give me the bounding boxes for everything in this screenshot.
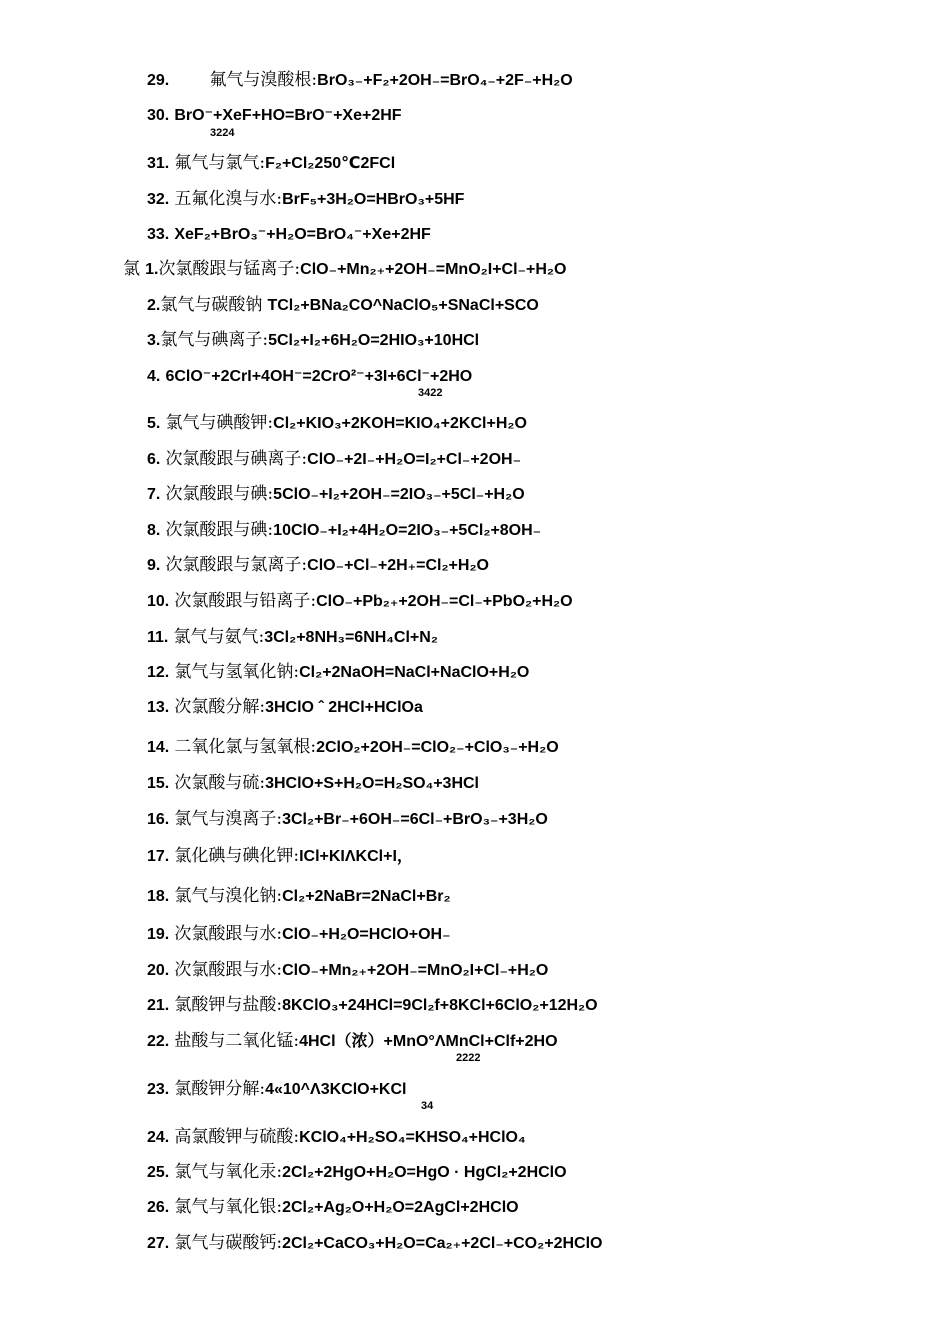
item-equation: 5Cl₂+I₂+6H₂O=2HIO₃+10HCl <box>268 332 480 349</box>
item-equation: 3Cl₂+Br₋+6OH₋=6Cl₋+BrO₃₋+3H₂O <box>282 811 548 828</box>
equation-line-31 <box>147 153 395 174</box>
item-label: 五氟化溴与水: <box>174 189 283 209</box>
item-number: 2. <box>147 297 161 314</box>
item-equation: ClO₋+Cl₋+2H₊=Cl₂+H₂O <box>307 557 489 574</box>
item-number: 6. <box>147 451 161 468</box>
section-label: 氯 <box>123 259 140 279</box>
item-number: 18. <box>147 888 170 905</box>
item-label: 盐酸与二氧化锰: <box>174 1031 300 1051</box>
subscript-note: 3224 <box>210 127 235 139</box>
item-number: 13. <box>147 699 170 716</box>
item-label: 氯气与氧化汞: <box>174 1162 283 1182</box>
equation-line-25 <box>147 1162 567 1183</box>
equation-line-9 <box>147 555 489 576</box>
equation-line-21 <box>147 995 598 1016</box>
equation-line-1 <box>123 259 566 280</box>
item-equation: 4HCl（浓）+MnO°ΛMnCl+Clf+2HO <box>299 1033 558 1050</box>
item-equation: 2Cl₂+CaCO₃+H₂O=Ca₂₊+2Cl₋+CO₂+2HClO <box>282 1235 603 1252</box>
item-number: 8. <box>147 522 161 539</box>
item-equation: F₂+Cl₂250℃2FCl <box>265 155 396 172</box>
item-label: 氯气与氧化银: <box>174 1197 283 1217</box>
item-number: 32. <box>147 191 170 208</box>
equation-line-8 <box>147 520 541 541</box>
item-number: 12. <box>147 664 170 681</box>
item-equation: 2Cl₂+2HgO+H₂O=HgO · HgCl₂+2HClO <box>282 1164 567 1181</box>
equation-line-23 <box>147 1079 406 1100</box>
item-equation: BrO⁻+XeF+HO=BrO⁻+Xe+2HF <box>174 107 402 124</box>
item-number: 20. <box>147 962 170 979</box>
item-label: 次氯酸与硫: <box>174 773 266 793</box>
equation-line-32 <box>147 189 464 210</box>
item-equation: 8KClO₃+24HCl=9Cl₂f+8KCl+6ClO₂+12H₂O <box>282 997 598 1014</box>
item-number: 1. <box>145 261 159 278</box>
item-equation: Cl₂+KIO₃+2KOH=KIO₄+2KCl+H₂O <box>273 415 527 432</box>
equation-line-4 <box>147 366 472 387</box>
item-equation: ClO₋+Pb₂₊+2OH₋=Cl₋+PbO₂+H₂O <box>316 593 573 610</box>
equation-line-22 <box>147 1031 558 1052</box>
item-number: 17. <box>147 848 170 865</box>
equation-line-16 <box>147 809 548 830</box>
equation-line-15 <box>147 773 479 794</box>
item-equation: 10ClO₋+I₂+4H₂O=2IO₃₋+5Cl₂+8OH₋ <box>273 522 542 539</box>
item-equation: BrF₅+3H₂O=HBrO₃+5HF <box>282 191 465 208</box>
equation-line-30 <box>147 105 402 126</box>
item-label: 次氯酸跟与氯离子: <box>165 555 308 575</box>
item-number: 4. <box>147 368 161 385</box>
item-number: 11. <box>147 629 169 646</box>
equation-line-19 <box>147 924 451 945</box>
equation-line-27 <box>147 1233 602 1254</box>
item-equation: KClO₄+H₂SO₄=KHSO₄+HClO₄ <box>299 1129 526 1146</box>
item-label: 氯酸钾分解: <box>174 1079 266 1099</box>
equation-line-11 <box>147 627 438 648</box>
item-label: 次氯酸跟与碘: <box>165 520 274 540</box>
subscript-note: 3422 <box>418 387 443 399</box>
item-equation: TCl₂+BNa₂CO^NaClO₅+SNaCl+SCO <box>267 297 539 314</box>
item-number: 3. <box>147 332 161 349</box>
item-number: 24. <box>147 1129 170 1146</box>
item-label: 次氯酸跟与锰离子: <box>158 259 301 279</box>
item-number: 22. <box>147 1033 170 1050</box>
equation-line-3 <box>147 330 479 351</box>
item-number: 27. <box>147 1235 170 1252</box>
item-number: 21. <box>147 997 170 1014</box>
item-label: 次氯酸分解: <box>174 697 266 717</box>
item-number: 15. <box>147 775 170 792</box>
equation-line-18 <box>147 886 451 907</box>
equation-line-2 <box>147 295 539 316</box>
item-label: 氯气与溴离子: <box>174 809 283 829</box>
equation-line-5 <box>147 413 527 434</box>
item-number: 14. <box>147 739 170 756</box>
item-equation: ClO₋+Mn₂₊+2OH₋=MnO₂I+Cl₋+H₂O <box>300 261 567 278</box>
item-number: 7. <box>147 486 161 503</box>
equation-line-24 <box>147 1127 526 1148</box>
item-label: 氯气与氢氧化钠: <box>174 662 300 682</box>
equation-line-12 <box>147 662 529 683</box>
item-equation: 2ClO₂+2OH₋=ClO₂₋+ClO₃₋+H₂O <box>316 739 559 756</box>
item-number: 10. <box>147 593 170 610</box>
equation-line-14 <box>147 737 559 758</box>
equation-line-7 <box>147 484 525 505</box>
item-label: 次氯酸跟与碘离子: <box>165 449 308 469</box>
item-label: 氯气与碘酸钾: <box>165 413 274 433</box>
item-number: 5. <box>147 415 161 432</box>
equation-line-6 <box>147 449 521 470</box>
item-label: 氯酸钾与盐酸: <box>174 995 283 1015</box>
item-label: 氯气与碳酸钙: <box>174 1233 283 1253</box>
item-number: 9. <box>147 557 161 574</box>
item-label: 氯气与氨气: <box>173 627 265 647</box>
equation-line-26 <box>147 1197 519 1218</box>
item-equation: 3Cl₂+8NH₃=6NH₄Cl+N₂ <box>264 629 438 646</box>
item-equation: ClO₋+Mn₂₊+2OH₋=MnO₂I+Cl₋+H₂O <box>282 962 549 979</box>
item-equation: 6ClO⁻+2CrI+4OH⁻=2CrO²⁻+3I+6Cl⁻+2HO <box>165 368 473 385</box>
equation-line-33 <box>147 224 431 245</box>
item-label: 次氯酸跟与水: <box>174 924 283 944</box>
item-number: 33. <box>147 226 170 243</box>
subscript-note: 34 <box>421 1100 434 1112</box>
item-label: 次氯酸跟与水: <box>174 960 283 980</box>
item-number: 31. <box>147 155 170 172</box>
item-label: 氯气与碳酸钠 <box>160 295 263 315</box>
item-equation: ClO₋+2I₋+H₂O=I₂+Cl₋+2OH₋ <box>307 451 522 468</box>
item-equation: 2Cl₂+Ag₂O+H₂O=2AgCl+2HClO <box>282 1199 519 1216</box>
equation-line-10 <box>147 591 573 612</box>
item-label: 高氯酸钾与硫酸: <box>174 1127 300 1147</box>
equation-line-29 <box>147 70 573 91</box>
item-label: 氯化碘与碘化钾: <box>174 846 300 866</box>
item-equation: XeF₂+BrO₃⁻+H₂O=BrO₄⁻+Xe+2HF <box>174 226 431 243</box>
item-label: 氟气与溴酸根: <box>209 70 318 90</box>
item-equation: Cl₂+2NaOH=NaCl+NaClO+H₂O <box>299 664 530 681</box>
item-equation: 3HClO ˆ 2HCl+HClOa <box>265 699 423 716</box>
item-label: 氯气与碘离子: <box>160 330 269 350</box>
item-equation: 5ClO₋+I₂+2OH₋=2IO₃₋+5Cl₋+H₂O <box>273 486 525 503</box>
item-label: 次氯酸跟与碘: <box>165 484 274 504</box>
item-number: 23. <box>147 1081 170 1098</box>
item-equation: ICl+KIΛKCl+I， <box>299 848 413 865</box>
item-number: 25. <box>147 1164 170 1181</box>
item-equation: ClO₋+H₂O=HClO+OH₋ <box>282 926 451 943</box>
equation-line-17 <box>147 846 413 867</box>
item-number: 30. <box>147 107 170 124</box>
item-number: 16. <box>147 811 170 828</box>
item-equation: 4«10^Λ3KClO+KCl <box>265 1081 407 1098</box>
item-equation: Cl₂+2NaBr=2NaCl+Br₂ <box>282 888 451 905</box>
item-label: 氟气与氯气: <box>174 153 266 173</box>
item-label: 二氧化氯与氢氧根: <box>174 737 317 757</box>
item-label: 氯气与溴化钠: <box>174 886 283 906</box>
subscript-note: 2222 <box>456 1052 481 1064</box>
item-label: 次氯酸跟与铅离子: <box>174 591 317 611</box>
equation-line-13 <box>147 697 423 718</box>
item-equation: BrO₃₋+F₂+2OH₋=BrO₄₋+2F₋+H₂O <box>317 72 573 89</box>
item-number: 29. <box>147 72 170 89</box>
item-equation: 3HClO+S+H₂O=H₂SO₄+3HCl <box>265 775 479 792</box>
item-number: 26. <box>147 1199 170 1216</box>
item-number: 19. <box>147 926 170 943</box>
equation-line-20 <box>147 960 548 981</box>
